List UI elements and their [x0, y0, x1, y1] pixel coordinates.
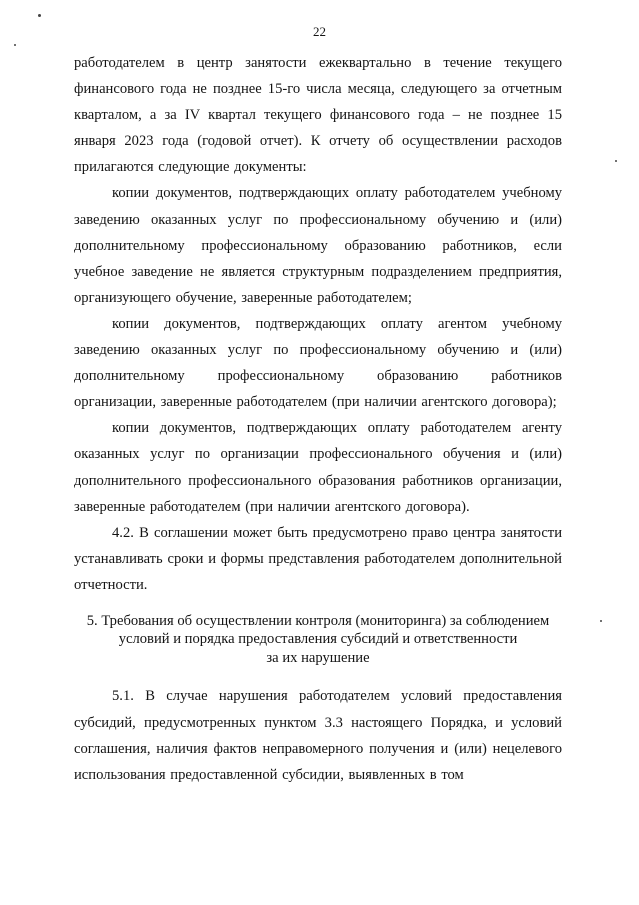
section-heading-line: за их нарушение [266, 649, 370, 666]
scan-speck [600, 620, 602, 622]
paragraph-agent-school-payment-docs: копии документов, подтверждающих оплату агентом учебному заведению оказанных услуг по профессиональному обучению и (или) дополнительному профессиональному образованию работников организации, заверенные работодателем (при наличии агентского договора); [74, 315, 562, 411]
page-number: 22 [313, 24, 326, 39]
document-body [74, 50, 562, 788]
paragraph-clause-5-1: 5.1. В случае нарушения работодателем условий предоставления субсидий, предусмотренных пунктом 3.3 настоящего Порядка, и условий соглашения, наличия фактов неправомерного получения и (или) нецелевого использования предоставленной субсидии, выявленных в том [74, 688, 562, 783]
scan-speck [14, 44, 16, 46]
section-heading [72, 612, 564, 668]
paragraph-school-payment-docs: копии документов, подтверждающих оплату работодателем учебному заведению оказанных услуг по профессиональному обучению и (или) дополнительному профессиональному образованию работников, если учебное заведение не является структурным подразделением предприятия, организующего обучение, заверенные работодателем; [74, 185, 562, 306]
scan-speck [38, 14, 41, 17]
paragraph-employer-agent-payment-docs: копии документов, подтверждающих оплату работодателем агенту оказанных услуг по организации профессионального обучения и (или) дополнительного профессионального образования работников организации, заверенные работодателем (при наличии агентского договора). [74, 420, 562, 515]
paragraph-reporting: работодателем в центр занятости ежеквартально в течение текущего финансового года не позднее 15-го числа месяца, следующего за отчетным кварталом, а за IV квартал текущего финансового года – не позднее 15 января 2023 года (годовой отчет). К отчету об осуществлении расходов прилагаются следующие документы: [74, 55, 562, 176]
section-heading-line: условий и порядка предоставления субсидий и ответственности [118, 631, 518, 648]
scan-speck [615, 160, 617, 162]
paragraph-clause-4-2: 4.2. В соглашении может быть предусмотрено право центра занятости устанавливать сроки и формы представления работодателем дополнительной отчетности. [74, 524, 562, 593]
section-heading-line: 5. Требования об осуществлении контроля (мониторинга) за соблюдением [86, 612, 550, 629]
